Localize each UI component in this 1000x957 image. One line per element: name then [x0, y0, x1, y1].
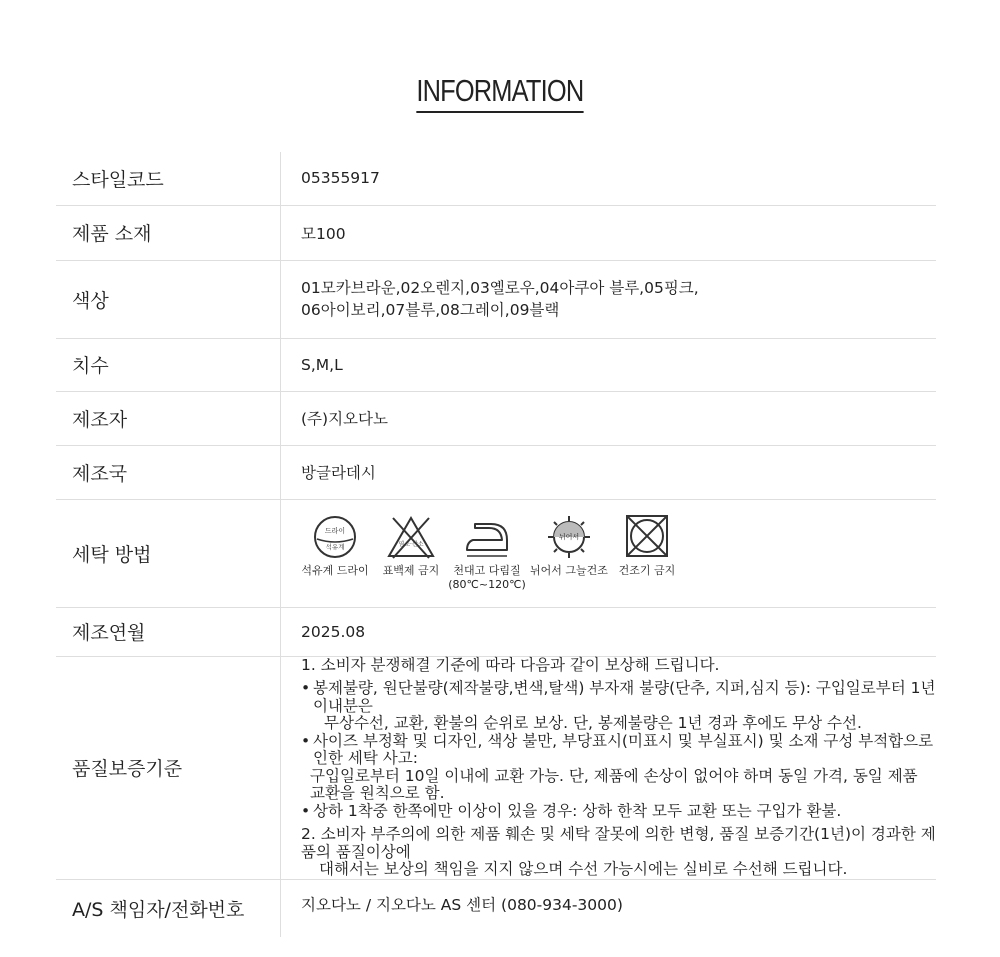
caption-dry-clean: 석유계 드라이 — [301, 564, 369, 577]
value-quality — [281, 656, 937, 879]
row-as — [56, 879, 936, 937]
quality-bullets — [301, 680, 936, 820]
care-item-dry-clean — [299, 514, 371, 578]
label-maker: 제조자 — [56, 391, 281, 445]
quality-bullet-1b: 무상수선, 교환, 환불의 순위로 보상. 단, 봉제불량은 1년 경과 후에도 무상 수선. — [324, 714, 862, 732]
row-quality — [56, 656, 936, 879]
no-bleach-icon — [385, 514, 437, 560]
care-item-iron — [449, 514, 525, 592]
value-as: 지오다노 / 지오다노 AS 센터 (080-934-3000) — [281, 879, 937, 937]
product-info-table — [56, 152, 936, 937]
shade-dry-inner: 뉘어서 — [558, 533, 580, 541]
quality-bullet-1 — [301, 680, 936, 733]
value-size: S,M,L — [281, 338, 937, 391]
caption-shade-dry: 뉘어서 그늘건조 — [530, 564, 608, 577]
label-quality: 품질보증기준 — [56, 656, 281, 879]
dry-clean-petroleum-icon — [312, 514, 358, 560]
row-material — [56, 205, 936, 260]
value-country: 방글라데시 — [281, 445, 937, 499]
value-washing — [281, 499, 937, 607]
care-icons — [299, 514, 936, 592]
row-color — [56, 260, 936, 338]
value-maker: (주)지오다노 — [281, 391, 937, 445]
label-size: 치수 — [56, 338, 281, 391]
care-item-shade-dry — [527, 514, 611, 578]
quality-point-2a: 2. 소비자 부주의에 의한 제품 훼손 및 세탁 잘못에 의한 변형, 품질 보증기간(1년)이 경과한 제품의 품질이상에 — [301, 825, 936, 861]
value-style-code: 05355917 — [281, 152, 937, 205]
care-item-no-tumble — [613, 514, 681, 578]
dry-clean-inner-top: 드라이 — [324, 527, 346, 535]
caption-iron: 천대고 다림질 — [453, 564, 521, 577]
quality-bullet-3 — [301, 803, 936, 821]
label-material: 제품 소재 — [56, 205, 281, 260]
page-title-wrap — [0, 72, 1000, 113]
quality-bullet-3a: • 상하 1착중 한쪽에만 이상이 있을 경우: 상하 한착 모두 교환 또는 구입가 환불. — [313, 801, 842, 820]
label-as: A/S 책임자/전화번호 — [72, 898, 245, 921]
label-date: 제조연월 — [56, 607, 281, 656]
row-country — [56, 445, 936, 499]
dry-clean-inner-bottom: 석유계 — [325, 543, 345, 551]
label-country: 제조국 — [56, 445, 281, 499]
quality-bullet-2b: 구입일로부터 10일 이내에 교환 가능. 단, 제품에 손상이 없어야 하며 동일 가격, 동일 제품 교환을 원칙으로 함. — [310, 766, 918, 802]
quality-point-2b: 대해서는 보상의 책임을 지지 않으며 수선 가능시에는 실비로 수선해 드립니다. — [319, 860, 848, 878]
label-color: 색상 — [56, 260, 281, 338]
page-title: INFORMATION — [416, 72, 583, 113]
no-bleach-inner: 염소·산소 — [398, 541, 424, 548]
caption-no-tumble: 건조기 금지 — [618, 564, 676, 577]
value-material: 모100 — [281, 205, 937, 260]
label-style-code: 스타일코드 — [56, 152, 281, 205]
quality-bullet-2a: • 사이즈 부정확 및 디자인, 색상 불만, 부당표시(미표시 및 부실표시) 및 소재 구성 부적합으로 인한 세탁 사고: — [313, 731, 934, 767]
value-color-line1: 01모카브라운,02오렌지,03옐로우,04아쿠아 블루,05핑크, — [301, 279, 699, 297]
value-color — [281, 260, 937, 338]
value-date: 2025.08 — [281, 607, 937, 656]
label-washing: 세탁 방법 — [56, 499, 281, 607]
care-item-no-bleach — [377, 514, 445, 578]
no-tumble-dry-icon — [623, 514, 671, 560]
caption-iron-temp: (80℃~120℃) — [448, 578, 526, 591]
row-style-code — [56, 152, 936, 205]
row-maker — [56, 391, 936, 445]
value-color-line2: 06아이보리,07블루,08그레이,09블랙 — [301, 301, 560, 319]
caption-no-bleach: 표백제 금지 — [382, 564, 440, 577]
quality-bullet-2 — [301, 733, 936, 803]
quality-point-1: 1. 소비자 분쟁해결 기준에 따라 다음과 같이 보상해 드립니다. — [301, 655, 720, 674]
quality-bullet-1a: • 봉제불량, 원단불량(제작불량,변색,탈색) 부자재 불량(단추, 지퍼,심지 등): 구입일로부터 1년 이내분은 — [313, 679, 936, 715]
shade-dry-flat-icon — [544, 514, 594, 560]
row-washing — [56, 499, 936, 607]
row-size — [56, 338, 936, 391]
row-date — [56, 607, 936, 656]
iron-low-cloth-icon — [461, 514, 513, 560]
